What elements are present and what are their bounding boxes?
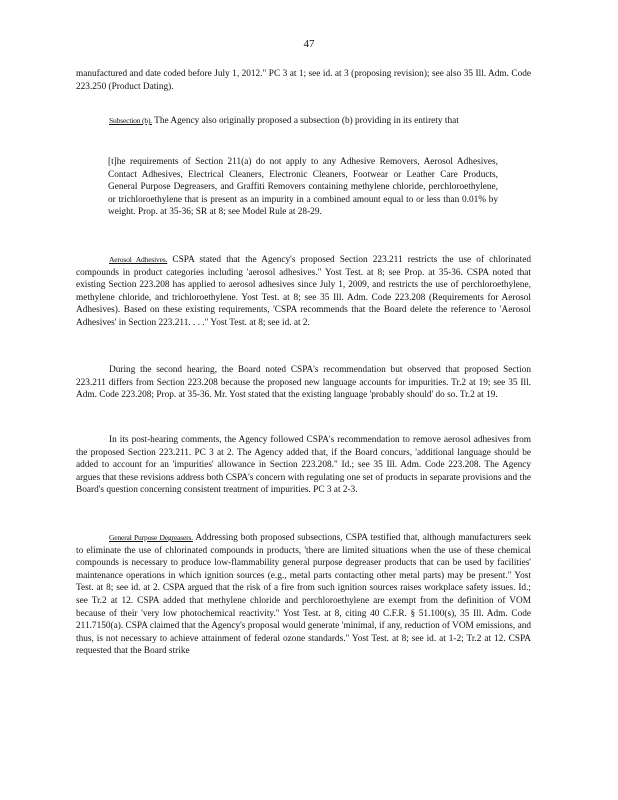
paragraph-general-purpose-degreasers: [76, 532, 531, 658]
paragraph-subsection-b-text: The Agency also originally proposed a subsection (b) providing in its entirety that: [151, 116, 459, 126]
paragraph-post-hearing: [76, 434, 531, 497]
paragraph-1-text: manufactured and date coded before July 1, 2012." PC 3 at 1; see id. at 3 (proposing revision); see also 35 Ill. Adm. Code 223.250 (Product Dating).: [76, 69, 531, 92]
paragraph-1: [76, 68, 531, 93]
paragraph-second-hearing: [76, 364, 531, 402]
paragraph-aerosol-adhesives: [76, 254, 531, 330]
block-quote: [108, 156, 498, 219]
paragraph-subsection-b: [76, 115, 531, 128]
heading-general-purpose-degreasers: General Purpose Degreasers.: [109, 533, 193, 542]
heading-aerosol-adhesives: Aerosol Adhesives.: [109, 255, 168, 264]
paragraph-aerosol-adhesives-text: CSPA stated that the Agency's proposed Section 223.211 restricts the use of chlorinated compounds in product categories including 'aerosol adhesives." Yost Test. at 8; see Prop. at 35-36. CSPA noted that existing Section 223.208 has applied to aerosol adhesives since July 1, 2009, and restricts the use of perchloroethylene, methylene chloride, and trichloroethylene. Yost Test. at 8; see 35 Ill. Adm. Code 223.208 (Requirements for Aerosol Adhesives). Based on these existing requirements, 'CSPA recommends that the Board delete the reference to 'Aerosol Adhesives' in Section 223.211. . . ." Yost Test. at 8; see id. at 2.: [76, 255, 531, 328]
page-number: 47: [303, 38, 315, 50]
paragraph-general-purpose-degreasers-text: Addressing both proposed subsections, CSPA testified that, although manufacturers seek to eliminate the use of chlorinated compounds in products, 'there are limited situations when the use of these chemical compounds is necessary to produce low-flammability general purpose degreaser products that can be used by facilities' maintenance operations in which ignition sources (e.g., metal parts contacting other metal parts) may be present." Yost Test. at 8; see id. at 2. CSPA argued that the risk of a fire from such ignition sources raises workplace safety issues. Id.; see Tr.2 at 12. CSPA added that methylene chloride and perchloroethylene are exempt from the definition of VOM because of their 'very low photochemical reactivity." Yost Test. at 8, citing 40 C.F.R. § 51.100(s), 35 Ill. Adm. Code 211.7150(a). CSPA claimed that the Agency's proposal would generate 'minimal, if any, reduction of VOM emissions, and thus, is not necessary to achieve attainment of federal ozone standards." Yost Test. at 8; see id. at 1-2; Tr.2 at 12. CSPA requested that the Board strike: [76, 533, 531, 657]
block-quote-text: [t]he requirements of Section 211(a) do not apply to any Adhesive Removers, Aerosol Adhesives, Contact Adhesives, Electrical Cleaners, Electronic Cleaners, Footwear or Leather Care Products, General Purpose Degreasers, and Graffiti Removers containing methylene chloride, perchloroethylene, or trichloroethylene that is present as an impurity in a combined amount equal to or less than 0.01% by weight. Prop. at 35-36; SR at 8; see Model Rule at 28-29.: [108, 157, 498, 218]
paragraph-post-hearing-text: In its post-hearing comments, the Agency followed CSPA's recommendation to remove aerosol adhesives from the proposed Section 223.211. PC 3 at 2. The Agency added that, if the Board concurs, 'additional language should be added to account for an 'impurities' allowance in Section 223.208." Id.; see 35 Ill. Adm. Code 223.208. The Agency argues that these revisions address both CSPA's concern with regulating one set of products in separate provisions and the Board's question concerning consistent treatment of impurities. PC 3 at 2-3.: [76, 435, 531, 496]
paragraph-second-hearing-text: During the second hearing, the Board noted CSPA's recommendation but observed that proposed Section 223.211 differs from Section 223.208 because the proposed new language accounts for impurities. Tr.2 at 19; see 35 Ill. Adm. Code 223.208; Prop. at 35-36. Mr. Yost stated that the existing language 'probably should' do so. Tr.2 at 19.: [76, 365, 531, 401]
heading-subsection-b: Subsection (b).: [109, 116, 152, 125]
